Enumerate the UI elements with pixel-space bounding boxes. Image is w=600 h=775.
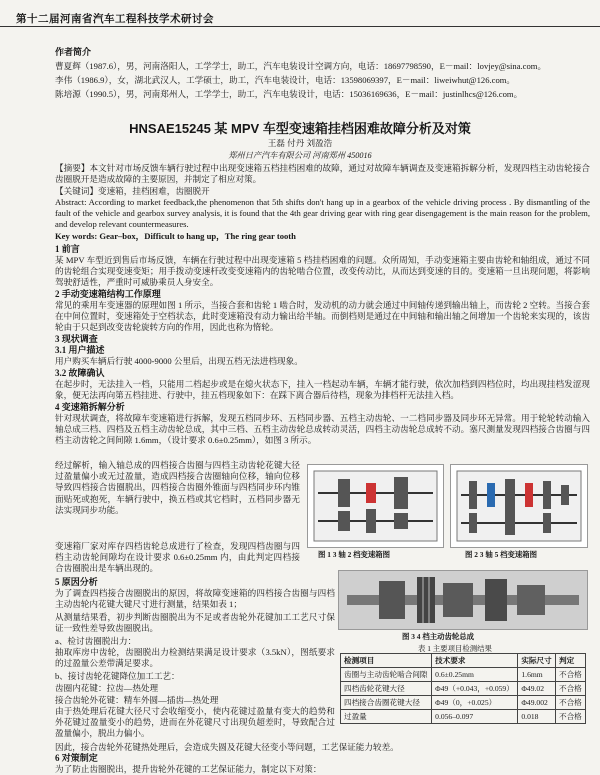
gear-spline-process: 接合齿轮外花键：精车外圆—插齿—热处理: [55, 695, 219, 705]
conference-title: 第十二届河南省汽车工程科技学术研讨会: [16, 14, 214, 25]
abstract-en: Abstract: According to market feedback,the phenomenon that 5th shifts don't hang up in a gearbox of the vehicle driving process . By dismantling of the fault of the vehicle and gearbox survey analysis, it is found that the 4th gear driving gear with ring gear disengagement is the main reason for the problem, and develop relevant countermeasures.: [55, 197, 590, 230]
table-cell: 0.056–0.097: [432, 710, 518, 724]
section-3-heading: 3 现状调查: [55, 334, 98, 344]
figure-1-caption: 图 1 3 轴 2 档变速箱图: [318, 550, 391, 559]
section-1-heading: 1 前言: [55, 244, 80, 254]
section-4-heading: 4 变速箱拆解分析: [55, 402, 125, 412]
table-cell: 0.6±0.25mm: [432, 668, 518, 682]
section-2-text: 常见的乘用车变速器的原理如图 1 所示，当接合套和齿轮 1 啮合时，发动机的动力就会通过中间轴传递到输出轴上，而齿轮 2 空转。当接合套在中间位置时，变速箱处于空档状态，此时变速箱没有动力输出给半轴。而倒档则是通过在中间轴和输出轴之间增加一个齿轮来实现的，该齿轮由于只起到改变齿轮旋转方向的作用，因此也称为惰轮。: [55, 300, 590, 333]
process-capability-paragraph: 因此，接合齿轮外花键热处理后，会造成失圆及花键大径变小等问题，工艺保证能力较差。: [55, 742, 399, 752]
check-b-heading: b、接讨齿轮花键降位加工工艺：: [55, 671, 180, 681]
section-32-heading: 3.2 故障确认: [55, 368, 105, 378]
table-1-title: 表 1 主要项目检测结果: [418, 644, 492, 653]
table-cell: 不合格: [556, 710, 586, 724]
table-cell: 不合格: [556, 668, 586, 682]
figure-3-caption: 图 3 4 档主动齿轮总成: [402, 632, 475, 641]
table-header-cell: 技术要求: [432, 654, 518, 668]
figure-1: [307, 464, 444, 548]
figure-3: [338, 570, 588, 630]
section-31-heading: 3.1 用户描述: [55, 345, 105, 355]
measurement-conclusion: 从测量结果看，初步判断齿圈脱出为不足或者齿轮外花键加工工艺尺寸保证一致性差导致齿圈脱出。: [55, 612, 335, 634]
author-line-1: 曹夏辉（1987.6），男，河南洛阳人，工学学士，助工，汽车电装设计空调方向，电话：18697798590，E－mail：lovjey@sina.com。: [55, 61, 547, 71]
heat-treatment-paragraph: 由于热处理后花键大径尺寸会收缩变小，使内花键过盈量有变大的趋势和外花键过盈量变小的趋势，进而在外花键尺寸出现负超差时，导致配合过盈量偏小，脱出力偏小。: [55, 706, 335, 739]
paper-title: HNSAE15245 某 MPV 车型变速箱挂档困难故障分析及对策: [129, 121, 471, 136]
figure-2-caption: 图 2 3 轴 5 档变速箱图: [465, 550, 538, 559]
keywords-cn: 【关键词】变速箱，挂档困难，齿圈脱开: [55, 186, 210, 196]
analysis-paragraph: 经过解析，输入轴总成的四档接合齿圈与四档主动齿轮花键大径过盈量偏小或无过盈量，造成四档接合齿圈轴向位移，轴向位移导致四档接合齿圈脱出，四档接合齿圈外锥面与四档同步环内锥面贴死或抱死，车辆行驶中，换五档或其它档时，五档同步器无法实现同步功能。: [55, 460, 300, 515]
section-1-text: 某 MPV 车型近到售后市场反馈，车辆在行驶过程中出现变速箱 5 档挂档困难的问题。众所周知，手动变速箱主要由齿轮和轴组成，通过不同的齿轮组合实现变速变矩；用手拨动变速杆改变变速箱内的齿轮啮合位置，改变传动比，从而达到变速的目的。变速箱一旦出现问题，将影响驾驶舒适性，严重时可威胁乘员人身安全。: [55, 255, 590, 288]
table-cell: 过盈量: [341, 710, 432, 724]
section-5-heading: 5 原因分析: [55, 577, 98, 587]
keywords-en: Key words: Gear–box，Difficult to hang up，The ring gear tooth: [55, 231, 296, 241]
section-6-text: 为了防止齿圈脱出，提升齿轮外花键的工艺保证能力，制定以下对策：: [55, 764, 322, 774]
paper-affiliation: 郑州日产汽车有限公司 河南郑州 450016: [228, 151, 372, 160]
table-row: [341, 668, 586, 682]
table-header-cell: 检测项目: [341, 654, 432, 668]
table-header-cell: 判定: [556, 654, 586, 668]
table-cell: Φ49（+0.043，+0.059）: [432, 682, 518, 696]
gear-shaft-photo: [339, 571, 587, 629]
table-cell: Φ49.02: [518, 682, 556, 696]
table-cell: 四档齿轮花键大径: [341, 682, 432, 696]
author-info-heading: 作者简介: [55, 47, 92, 57]
figure-2: [450, 464, 588, 548]
check-a-text: 抽取库房中齿轮，齿圈脱出力检测结果满足设计要求（3.5kN），图纸要求的过盈量公差带满足要求。: [55, 647, 335, 669]
table-row: [341, 696, 586, 710]
table-cell: Φ49.002: [518, 696, 556, 710]
author-line-2: 李伟（1986.9），女，湖北武汉人，工学硕士，助工，汽车电装设计，电话：13598069397，E－mail：liweiwhut@126.com。: [55, 75, 516, 85]
section-6-heading: 6 对策制定: [55, 753, 98, 763]
paper-authors: 王磊 付丹 刘盈浩: [267, 138, 333, 148]
author-line-3: 陈培源（1990.5），男，河南郑州人，工学学士，助工，汽车电装设计，电话：15036169636，E－mail：justinlhcs@126.com。: [55, 89, 523, 99]
manufacturer-check-paragraph: 变速箱厂家对库存四档齿轮总成进行了检查，发现四档齿圈与四档主动齿轮间隙均在设计要求 0.6±0.25mm 内，由此判定四档接合齿圈脱出是车辆出现的。: [55, 541, 300, 574]
table-cell: 0.018: [518, 710, 556, 724]
table-cell: 不合格: [556, 696, 586, 710]
section-5-intro: 为了调查四档接合齿圈脱出的原因，将故障变速箱的四档接合齿圈与四档主动齿轮内花键大键尺寸进行测量，结果如表 1；: [55, 588, 335, 610]
section-31-text: 用户购买车辆后行驶 4000-9000 公里后，出现五档无法进档现象。: [55, 356, 303, 366]
page-header: [0, 0, 600, 27]
ring-gear-process: 齿圈内花键：拉齿—热处理: [55, 683, 159, 693]
table-row: [341, 682, 586, 696]
table-row: [341, 710, 586, 724]
section-2-heading: 2 手动变速箱结构工作原理: [55, 289, 161, 299]
check-a-heading: a、检讨齿圈脱出力：: [55, 636, 137, 646]
table-cell: 1.6mm: [518, 668, 556, 682]
section-32-text: 在起步时，无法挂入一档，只能用二档起步或是在熄火状态下，挂入一档起动车辆，车辆才能行驶，依次加档到四档位时，均出现挂档发涩现象，便无法再向第五档挂进、行驶中，挂五档现象如下：在踩下离合器后待档，现象为排档杆无法挂入档。: [55, 379, 590, 401]
table-cell: 四档接合齿圈花键大径: [341, 696, 432, 710]
table-cell: 不合格: [556, 682, 586, 696]
table-1: [340, 653, 586, 724]
section-4-text: 针对现状调查，将故障车变速箱进行拆解，发现五档同步环、五档同步器、五档主动齿轮、一二档同步器及同步环无异常。用于轮轮转动输入轴总成三档、四档及五档主动齿轮总成，其中三档、五档主动齿轮总成转动灵活，四档主动齿轮总成转不动。塞尺测量发现四档接合齿圈与四档主动齿轮之间间隙 1.6mm，（设计要求 0.6±0.25mm），如图 3 所示。: [55, 413, 590, 446]
table-cell: Φ49（0，+0.025）: [432, 696, 518, 710]
gearbox-diagram-2: [451, 465, 587, 547]
abstract-cn: 【摘要】本文针对市场反馈车辆行驶过程中出现变速箱五档挂档困难的故障，通过对故障车辆调查及变速箱拆解分析，发现四档主动齿轮接合齿圈脱开是造成故障的主要原因，并制定了相应对策。: [55, 163, 590, 185]
table-header-cell: 实际尺寸: [518, 654, 556, 668]
table-cell: 齿圈与主动齿轮啮合间隙: [341, 668, 432, 682]
gearbox-diagram-1: [308, 465, 443, 547]
table-header-row: [341, 654, 586, 668]
